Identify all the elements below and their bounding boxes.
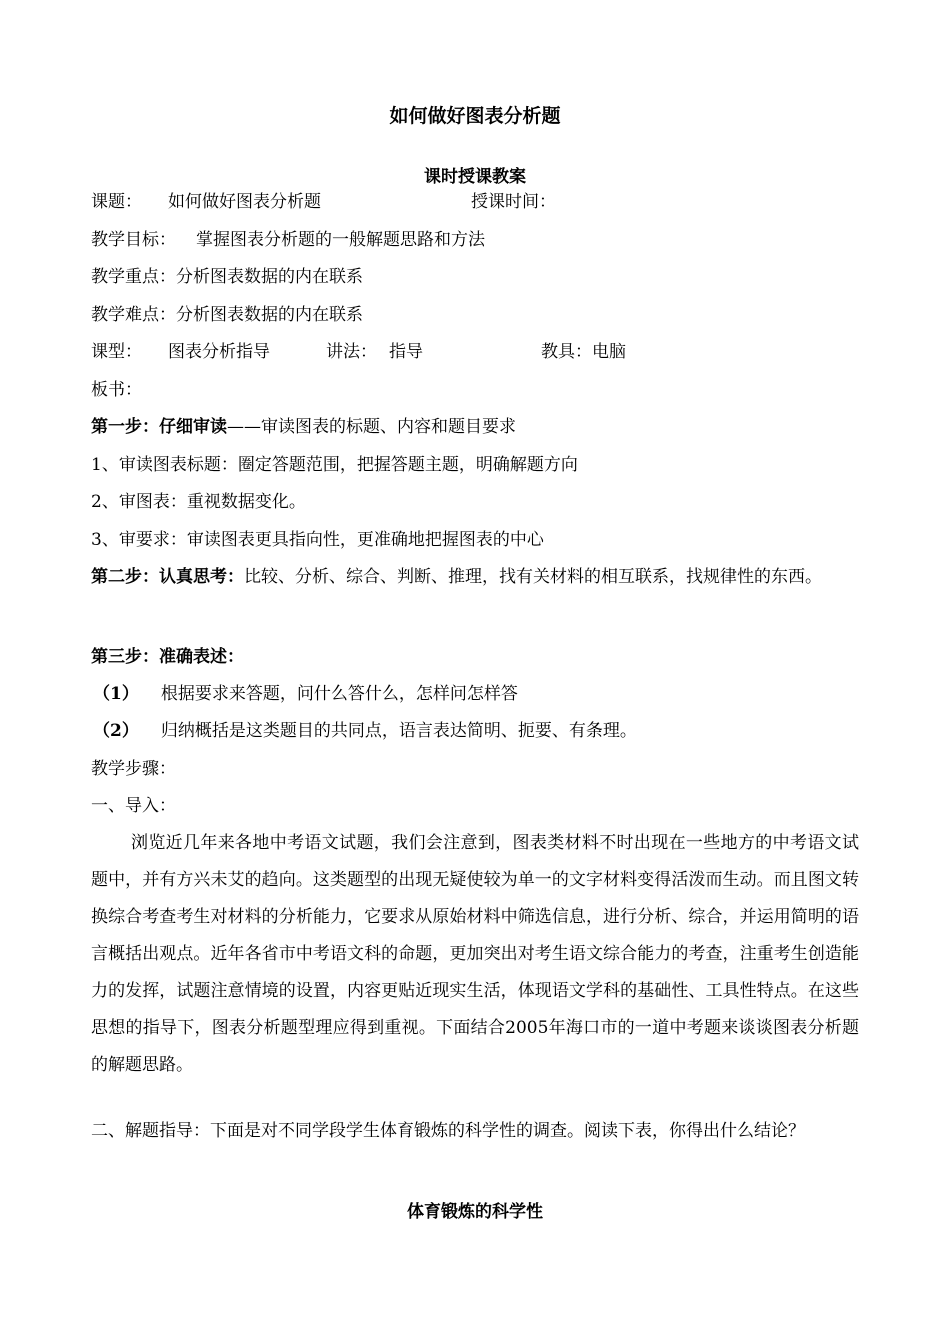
topic-value: 如何做好图表分析题	[168, 192, 321, 212]
goal-value: 掌握图表分析题的一般解题思路和方法	[196, 230, 485, 250]
step1-item-3: 3、审要求：审读图表更具指向性，更准确地把握图表的中心	[91, 530, 544, 550]
tool-text: 教具：电脑	[541, 342, 626, 362]
step1-item-2: 2、审图表：重视数据变化。	[91, 492, 306, 512]
topic-line	[91, 191, 556, 213]
lesson-type-line	[91, 341, 626, 363]
method-value: 指导	[389, 342, 423, 362]
document-title: 如何做好图表分析题	[389, 105, 561, 127]
step1-item-1: 1、审读图表标题：圈定答题范围，把握答题主题，明确解题方向	[91, 455, 578, 475]
board-label: 板书：	[91, 380, 142, 400]
step1-text: ——审读图表的标题、内容和题目要求	[227, 417, 516, 437]
step3-item-1-text: 根据要求来答题，问什么答什么，怎样问怎样答	[160, 684, 518, 704]
step3-item-2-text: 归纳概括是这类题目的共同点，语言表达简明、扼要、有条理。	[160, 721, 637, 741]
table-title: 体育锻炼的科学性	[407, 1202, 543, 1222]
method-label: 讲法：	[326, 342, 377, 362]
intro-label: 一、导入：	[91, 796, 176, 816]
step1-line	[91, 416, 516, 438]
step3-heading: 第三步：准确表述：	[91, 647, 244, 667]
type-value: 图表分析指导	[168, 342, 270, 362]
step3-item-1-number: （1）	[93, 684, 139, 704]
document-subtitle: 课时授课教案	[424, 167, 526, 187]
teaching-steps-label: 教学步骤：	[91, 759, 176, 779]
step3-item-1	[93, 683, 518, 705]
topic-label: 课题：	[91, 192, 142, 212]
guide-paragraph: 二、解题指导：下面是对不同学段学生体育锻炼的科学性的调查。阅读下表，你得出什么结论？	[91, 1121, 805, 1141]
step1-heading: 第一步：仔细审读	[91, 417, 227, 437]
type-label: 课型：	[91, 342, 142, 362]
difficulty-line: 教学难点：分析图表数据的内在联系	[91, 305, 363, 325]
intro-paragraph: 浏览近几年来各地中考语文试题，我们会注意到，图表类材料不时出现在一些地方的中考语文试题中，并有方兴未艾的趋向。这类题型的出现无疑使较为单一的文字材料变得活泼而生动。而且图文转换综合考查考生对材料的分析能力，它要求从原始材料中筛选信息，进行分析、综合，并运用简明的语言概括出观点。近年各省市中考语文科的命题，更加突出对考生语文综合能力的考查，注重考生创造能力的发挥，试题注意情境的设置，内容更贴近现实生活，体现语文学科的基础性、工具性特点。在这些思想的指导下，图表分析题型理应得到重视。下面结合2005年海口市的一道中考题来谈谈图表分析题的解题思路。	[91, 833, 859, 1075]
step3-item-2	[93, 720, 637, 742]
goal-line	[91, 229, 485, 251]
time-label: 授课时间：	[471, 192, 556, 212]
step2-text: 比较、分析、综合、判断、推理，找有关材料的相互联系，找规律性的东西。	[244, 567, 822, 587]
step2-paragraph	[91, 559, 859, 596]
goal-label: 教学目标：	[91, 230, 176, 250]
step2-heading: 第二步：认真思考：	[91, 567, 244, 587]
key-point-line: 教学重点：分析图表数据的内在联系	[91, 267, 363, 287]
step3-item-2-number: （2）	[93, 721, 139, 741]
